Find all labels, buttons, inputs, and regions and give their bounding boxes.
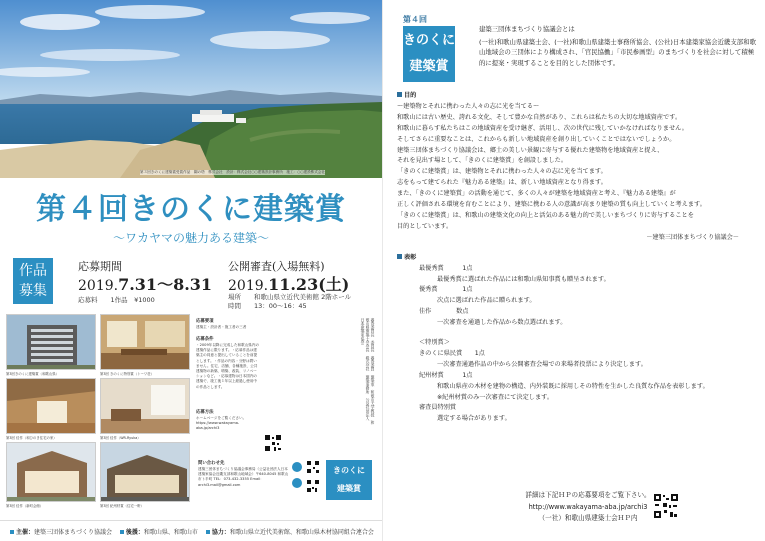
award-count: 1点	[462, 286, 473, 294]
photo-caption-3: 第3回 佳作（和ひのき住宅の家）	[6, 436, 57, 440]
qr-code-icon-facebook[interactable]	[306, 460, 320, 474]
badge-line-1: 作品	[19, 263, 47, 279]
purpose-line: 志をもって建てられた『魅力ある建築』は、新しい地域資産となり得ます。	[397, 179, 607, 187]
special-desc: 和歌山県産の木材を建物の構造、内外装既に採用しその特性を生かした良質な作品を表彰します。	[437, 382, 709, 390]
photo-building-3	[100, 442, 190, 502]
venue-label: 場所	[228, 293, 241, 301]
review-date-value: 11.23	[268, 275, 319, 294]
facebook-icon[interactable]	[292, 462, 302, 472]
application-period-dates	[78, 272, 212, 295]
special-row	[397, 371, 759, 382]
logo-box	[403, 26, 455, 82]
photo-interior-1	[100, 314, 190, 370]
kinokuni-logo	[403, 14, 455, 82]
method-text: ホームページをご覧ください。https://www.wakayama-aba.jp/archi3	[196, 416, 247, 431]
conditions-title: 応募条件	[196, 337, 214, 342]
special-name: 紀州材賞	[419, 371, 444, 379]
purpose-line: 正しく評価される環境を育むことにより、建築に携わる人の意識が高まり建築の質も向上していくと考えます。	[397, 201, 706, 209]
period-range: 7.31～8.31	[118, 275, 213, 294]
fee-label: 応募料	[78, 296, 98, 304]
award-row	[397, 307, 759, 318]
period-year: 2019.	[78, 278, 119, 294]
purpose-line: 「きのくに建築賞」は、和歌山の建築文化の向上と活気のある魅力的で美しいまちづくりに寄与することを	[397, 211, 694, 219]
award-count: 数点	[456, 308, 469, 316]
time-value: 13：00～16：45	[254, 302, 307, 310]
review-day: (土)	[318, 275, 350, 294]
small-logo-top: きのくに	[333, 466, 365, 475]
intro-text: (一社)和歌山県建築士会、(一社)和歌山県建築士事務所協会、(公社)日本建築家協会近畿支部和歌山地域会の三団体により構成され、「官民協働」「市民参画型」のまちづくりを社会に対して積極的に提案・実現することを目的とした団体です。	[479, 37, 756, 67]
purpose-line: 目的としています。	[397, 222, 453, 230]
purpose-heading: 目的	[397, 91, 759, 102]
bullet-icon	[120, 530, 124, 534]
purpose-signature: －建築三団体まちづくり協議会－	[646, 233, 739, 241]
photo-caption-1: 第3回きのくに建築賞（和歌山県）	[6, 372, 60, 376]
bullet-icon	[206, 530, 210, 534]
review-year: 2019.	[228, 278, 269, 294]
venue-value: 和歌山県立近代美術館 2階ホール	[254, 293, 352, 301]
qr-code-icon[interactable]	[264, 434, 282, 452]
qr-code-icon-details[interactable]	[653, 493, 679, 519]
coop-value: 和歌山県立近代美術館、和歌山県木材協同組合連合会	[229, 529, 374, 536]
entry-fee	[78, 295, 155, 304]
details-url[interactable]: http://www.wakayama-aba.jp/archi3	[528, 502, 648, 511]
twitter-icon[interactable]	[292, 478, 302, 488]
main-title: 第４回きのくに建築賞	[36, 192, 346, 227]
award-name: 最優秀賞	[419, 264, 444, 272]
support-value: 和歌山県、和歌山市	[143, 529, 198, 536]
special-name: きのくに県民賞	[419, 349, 463, 357]
award-name: 優秀賞	[419, 286, 438, 294]
time-label: 時間	[228, 302, 241, 310]
special-count: 1点	[474, 349, 485, 357]
special-desc: 選定する場合があります。	[437, 415, 511, 423]
review-venue	[228, 292, 351, 301]
photo-caption-5: 第3回 佳作（新町会館）	[6, 504, 44, 508]
requirements-title: 応募要項	[196, 319, 214, 324]
award-desc: 一次審査を通過した作品から数点選ばれます。	[437, 319, 567, 327]
purpose-line: 建築三団体まちづくり協議会は、郷土の美しい景観に寄与する優れた建築物を地域資産と捉え、	[397, 146, 664, 154]
logo-line-2: 建築賞	[409, 59, 449, 74]
photo-building-2	[6, 442, 96, 502]
special-row	[397, 349, 759, 360]
details-source: （一社）和歌山県建築士会ＨＰ内	[538, 514, 638, 522]
purpose-line: ～建築物とそれに携わった人々の志に光を当てる～	[397, 102, 540, 110]
jury-vertical-text: 審査委員長 委員長 審査委員 建築家 和歌山大学教授 和歌山県建築士会会長 株式会社 建築事務所 公益社団法人 日本建築家協会	[361, 318, 376, 425]
poster-front	[0, 0, 382, 541]
photo-interior-2	[6, 378, 96, 434]
special-count: 1点	[462, 371, 473, 379]
host-value: 建築三団体まちづくり協議会	[34, 529, 112, 536]
special-desc: 一次審査通過作品の中から公開審査会場での来場者投票により決定します。	[437, 360, 647, 368]
special-name: 審査員特別賞	[419, 404, 457, 412]
application-period-label: 応募期間	[78, 260, 122, 273]
coop-label: 協力：	[211, 529, 230, 536]
purpose-line: また、「きのくに建築賞」の活動を通じて、多くの人々が建築を地域資産と考え、『魅力ある建築』が	[397, 190, 676, 198]
photo-caption-2: 第3回 きのくに特別賞（トーワ荘）	[100, 372, 155, 376]
logo-edition: 第４回	[403, 15, 427, 24]
purpose-line: 「きのくに建築賞」は、建築物とそれに携わった人々の志に光を当てます。	[397, 168, 607, 176]
social-icons	[292, 462, 302, 488]
sponsor-bar	[0, 520, 382, 541]
special-row	[397, 403, 759, 414]
details-note: 詳細は下記ＨＰの応募要項をご覧下さい。	[525, 491, 651, 499]
poster-back	[382, 0, 765, 541]
badge-line-2: 募集	[19, 283, 47, 299]
award-row	[397, 264, 759, 275]
contact-title: 問い合わせ先	[198, 461, 225, 466]
small-logo-bottom: 建築賞	[337, 484, 361, 493]
public-review-label: 公開審査(入場無料)	[228, 260, 325, 273]
sub-title: ～ワカヤマの魅力ある建築～	[112, 231, 269, 245]
details-section	[6, 314, 376, 519]
photo-building-1	[6, 314, 96, 370]
council-intro	[479, 24, 759, 68]
photo-caption-4: 第3回 佳作（WR-Ryuka）	[100, 436, 141, 440]
hero-photo	[0, 0, 382, 178]
special-heading: ＜特別賞＞	[419, 339, 450, 347]
purpose-line: 和歌山には古い歴史、誇れる文化、そして豊かな自然があり、これらは私たちの大切な地域資産です。	[397, 113, 682, 121]
small-logo	[326, 460, 372, 500]
contact-text: 建築三団体まちづくり協議会事務局（公益社団法人日本建築家協会近畿支部和歌山地域会）〒640-8045 和歌山市ト半町 TEL：073-432-3355 Email：archi3.mail@gmail.com	[198, 467, 289, 487]
award-desc: 最優秀賞に選ばれた作品には和歌山県知事賞も贈呈されます。	[437, 275, 610, 283]
purpose-and-awards	[397, 91, 759, 425]
conditions-text: ・2009年以降に完成した和歌山県内の建築作品に限ります。・応募作品は建築主の同意と提出していることを前提とします。・作品の内容・分野は問いません。住宅、店舗、各種施設、公共建築物の新築、増築、改装、リノベーションなど。・応募建物は日本国内の建築で、竣工後１年以上経過し使用中の作品とします。	[196, 343, 260, 389]
special-note: ※紀州材賞のみ一次審査にて決定します。	[437, 393, 554, 401]
award-name: 佳作	[419, 308, 432, 316]
review-time	[228, 301, 307, 310]
purpose-line: 和歌山に暮らす私たちはこの地域資産を受け継ぎ、活用し、次の世代に残していかなければなりません。	[397, 124, 688, 132]
bullet-icon	[10, 530, 14, 534]
award-row	[397, 285, 759, 296]
photo-interior-3	[100, 378, 190, 434]
intro-title: 建築三団体まちづくり協議会とは	[479, 25, 575, 33]
photo-caption-6: 第3回 紀州材賞（住宅一軒）	[100, 504, 144, 508]
hero-caption: 第３回きのくに建築賞受賞作品 鋼の塔 株式会社 設計：株式会社○○建築設計事務所 施工：○○建設株式会社	[140, 170, 326, 174]
host-label: 主催：	[16, 529, 35, 536]
award-count: 1点	[462, 264, 473, 272]
fee-value: 1作品 ¥1000	[110, 296, 155, 304]
purpose-line: そしてさらに重要なことは、これからも新しい地域資産を創り出していくことではないでしょうか。	[397, 135, 676, 143]
requirements-applicant: 建築主・設計者・施工者の三者	[196, 325, 247, 329]
purpose-line: それを見出す場として、「きのくに建築賞」を創設しました。	[397, 157, 568, 165]
qr-code-icon-twitter[interactable]	[306, 479, 320, 493]
coastal-landscape-image	[0, 0, 382, 178]
call-for-entries-badge	[13, 258, 53, 304]
method-title: 応募方法	[196, 410, 214, 415]
logo-line-1: きのくに	[403, 33, 456, 48]
award-desc: 次点に選ばれた作品に贈られます。	[437, 297, 536, 305]
support-label: 後援：	[125, 529, 144, 536]
awards-heading: 表彰	[397, 253, 759, 264]
